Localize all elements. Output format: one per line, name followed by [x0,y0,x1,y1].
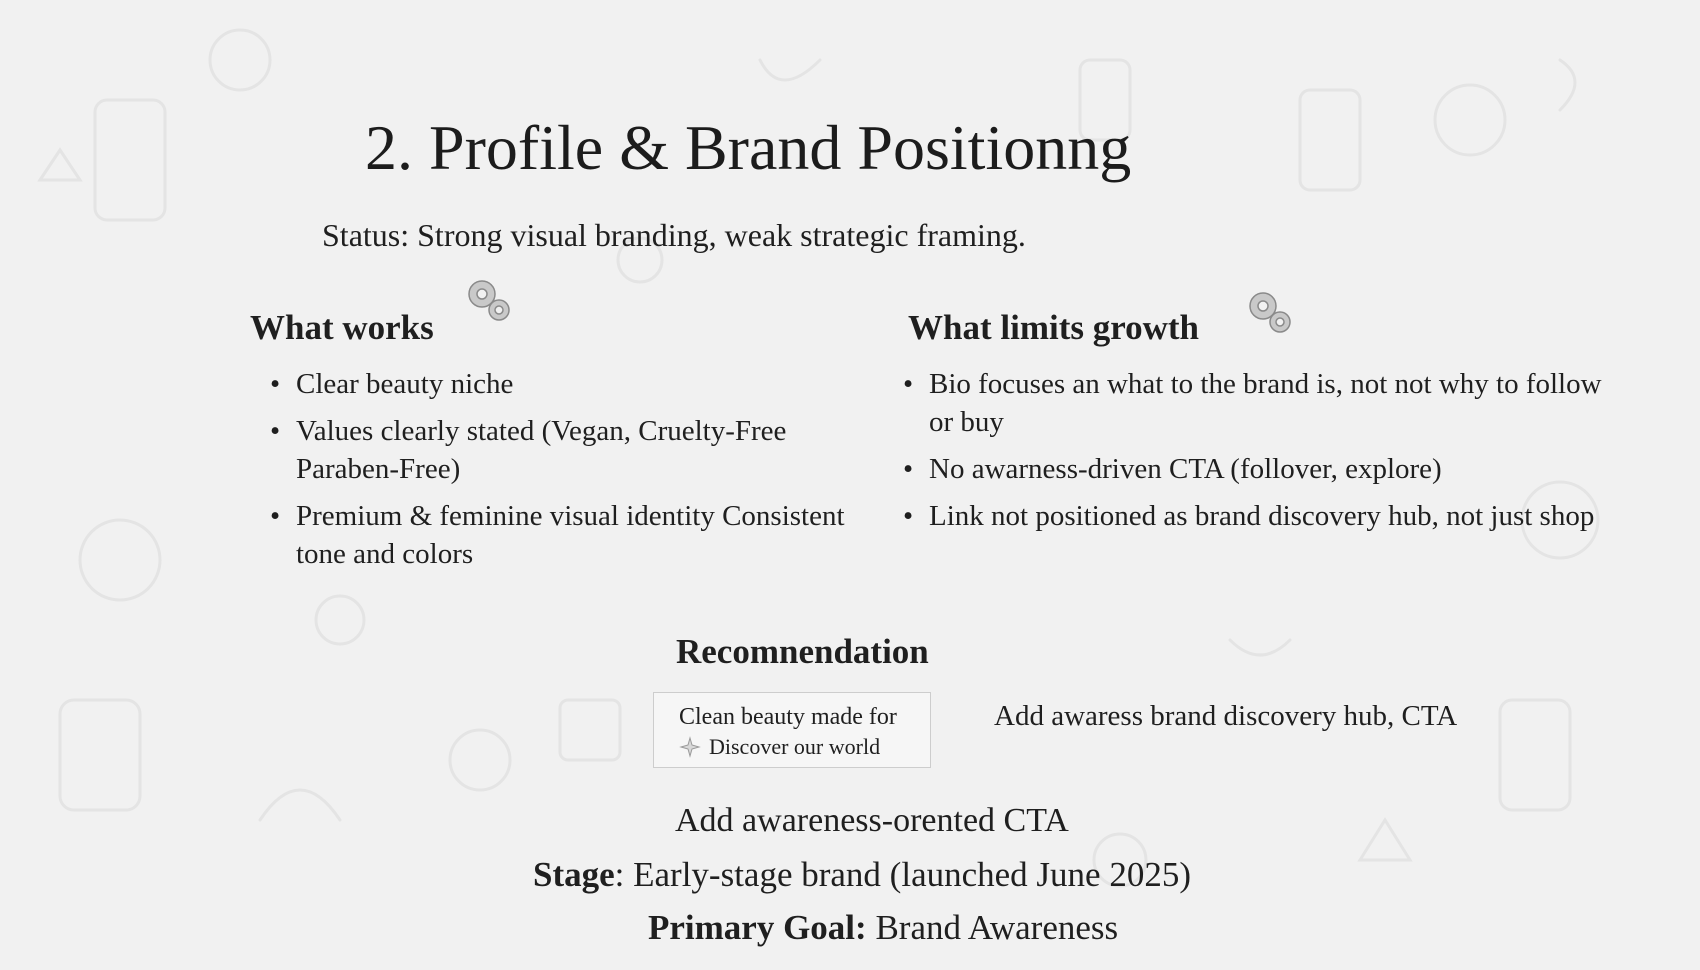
bio-line-2: Discover our world [709,734,881,759]
what-limits-list [903,365,1603,544]
status-line: Status: Strong visual branding, weak strategic framing. [322,217,1026,253]
primary-goal-line [648,906,1118,950]
bio-preview-box [653,692,931,768]
bio-line-1: Clean beauty made for [679,704,897,730]
sparkle-icon [679,736,701,758]
list-item: • Values clearly stated (Vegan, Cruelty-Free Paraben-Free) [270,412,870,488]
list-item: • Premium & feminine visual identity Consistent tone and colors [270,497,870,573]
list-item: • Bio focuses an what to the brand is, not not why to follow or buy [903,365,1603,441]
goal-label: Primary Goal: [648,908,867,947]
recommendation-note: Add awaress brand discovery hub, CTA [994,700,1458,732]
goal-value: Brand Awareness [866,908,1119,947]
list-item: • Link not positioned as brand discovery hub, not just shop [903,497,1603,535]
what-works-list [270,365,870,582]
recommendation-heading: Recomnendation [676,632,929,671]
page-title: 2. Profile & Brand Positionng [365,112,1132,183]
list-item: • Clear beauty niche [270,365,870,403]
cta-line: Add awareness-orented CTA [675,802,1069,839]
stage-line [533,853,1191,897]
stage-value: : Early-stage brand (launched June 2025) [614,855,1191,894]
gears-icon [1243,286,1297,340]
gears-icon [462,274,516,328]
list-item: • No awarness-driven CTA (follover, explore) [903,450,1603,488]
stage-label: Stage [533,855,615,894]
what-limits-heading: What limits growth [908,308,1200,347]
what-works-heading: What works [250,308,434,347]
